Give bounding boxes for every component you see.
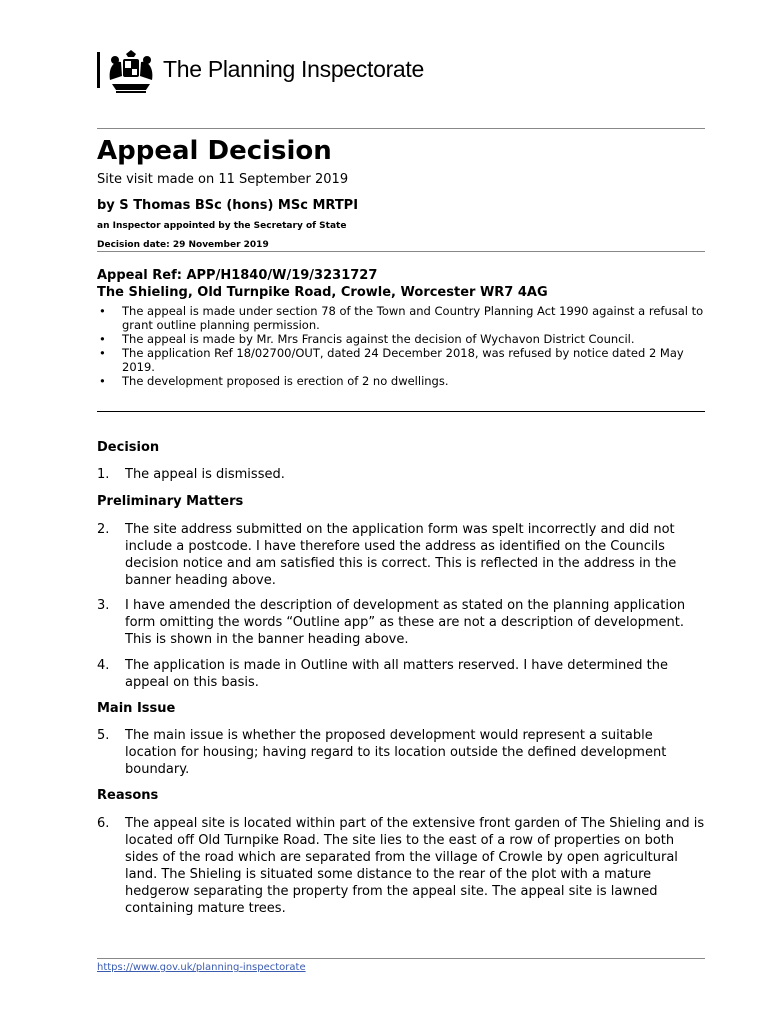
logo-divider [97, 52, 100, 88]
paragraph-number: 4. [97, 658, 110, 673]
list-item: • The application Ref 18/02700/OUT, dated 24 December 2018, was refused by notice dated 2 May 2019. [99, 346, 684, 374]
paragraph-number: 3. [97, 598, 110, 613]
page-title: Appeal Decision [97, 136, 332, 166]
bullet-icon: • [99, 304, 106, 318]
bullet-icon: • [99, 374, 106, 388]
list-item: • The appeal is made by Mr. Mrs Francis against the decision of Wychavon District Council. [99, 332, 635, 346]
header-divider [97, 128, 705, 129]
heading-decision: Decision [97, 440, 160, 455]
paragraph-1 [97, 466, 705, 483]
heading-reasons: Reasons [97, 788, 159, 803]
site-visit-date: Site visit made on 11 September 2019 [97, 172, 349, 187]
paragraph-2 [97, 521, 705, 589]
appeal-reference: Appeal Ref: APP/H1840/W/19/3231727 [97, 268, 378, 283]
paragraph-text: The appeal site is located within part of the extensive front garden of The Shieling and is located off Old Turnpike Road. The site lies to the east of a row of properties on both sides of the road which are separated from the village of Crowle by open agricultural land. The Shieling is situated some distance to the rear of the plot with a mature hedgerow separating the property from the appeal site. The appeal site is lawned containing mature trees. [125, 816, 705, 916]
paragraph-number: 1. [97, 467, 110, 482]
paragraph-5 [97, 727, 705, 778]
footer-divider [97, 958, 705, 959]
royal-crest-icon [106, 50, 156, 94]
paragraph-6 [97, 815, 705, 917]
heading-preliminary-matters: Preliminary Matters [97, 494, 244, 509]
decision-date: Decision date: 29 November 2019 [97, 240, 269, 250]
decision-date-divider [97, 251, 705, 252]
inspector-appointment: an Inspector appointed by the Secretary of State [97, 221, 347, 231]
paragraph-4 [97, 657, 705, 691]
paragraph-3 [97, 597, 705, 648]
paragraph-number: 5. [97, 728, 110, 743]
paragraph-text: I have amended the description of development as stated on the planning application form omitting the words “Outline app” as these are not a description of development. This is shown in the banner heading above. [125, 598, 686, 647]
paragraph-text: The appeal is dismissed. [125, 467, 285, 482]
banner-divider [97, 411, 705, 412]
paragraph-number: 6. [97, 816, 110, 831]
heading-main-issue: Main Issue [97, 701, 176, 716]
paragraph-number: 2. [97, 522, 110, 537]
appeal-address: The Shieling, Old Turnpike Road, Crowle, Worcester WR7 4AG [97, 285, 548, 300]
list-item: • The development proposed is erection of 2 no dwellings. [99, 374, 449, 388]
paragraph-text: The main issue is whether the proposed development would represent a suitable location for housing; having regard to its location outside the defined development boundary. [125, 728, 667, 777]
paragraph-text: The application is made in Outline with all matters reserved. I have determined the appeal on this basis. [125, 658, 669, 690]
inspector-name: by S Thomas BSc (hons) MSc MRTPI [97, 198, 359, 213]
list-item: • The appeal is made under section 78 of the Town and Country Planning Act 1990 against a refusal to grant outline planning permission. [99, 304, 704, 332]
paragraph-text: The site address submitted on the application form was spelt incorrectly and did not include a postcode. I have therefore used the address as identified on the Councils decision notice and am satisfied this is correct. This is reflected in the address in the banner heading above. [125, 522, 677, 588]
bullet-icon: • [99, 346, 106, 360]
footer-website-link[interactable]: https://www.gov.uk/planning-inspectorate [97, 962, 306, 973]
organisation-name: The Planning Inspectorate [163, 56, 425, 82]
appeal-details-list [97, 304, 705, 388]
bullet-icon: • [99, 332, 106, 346]
